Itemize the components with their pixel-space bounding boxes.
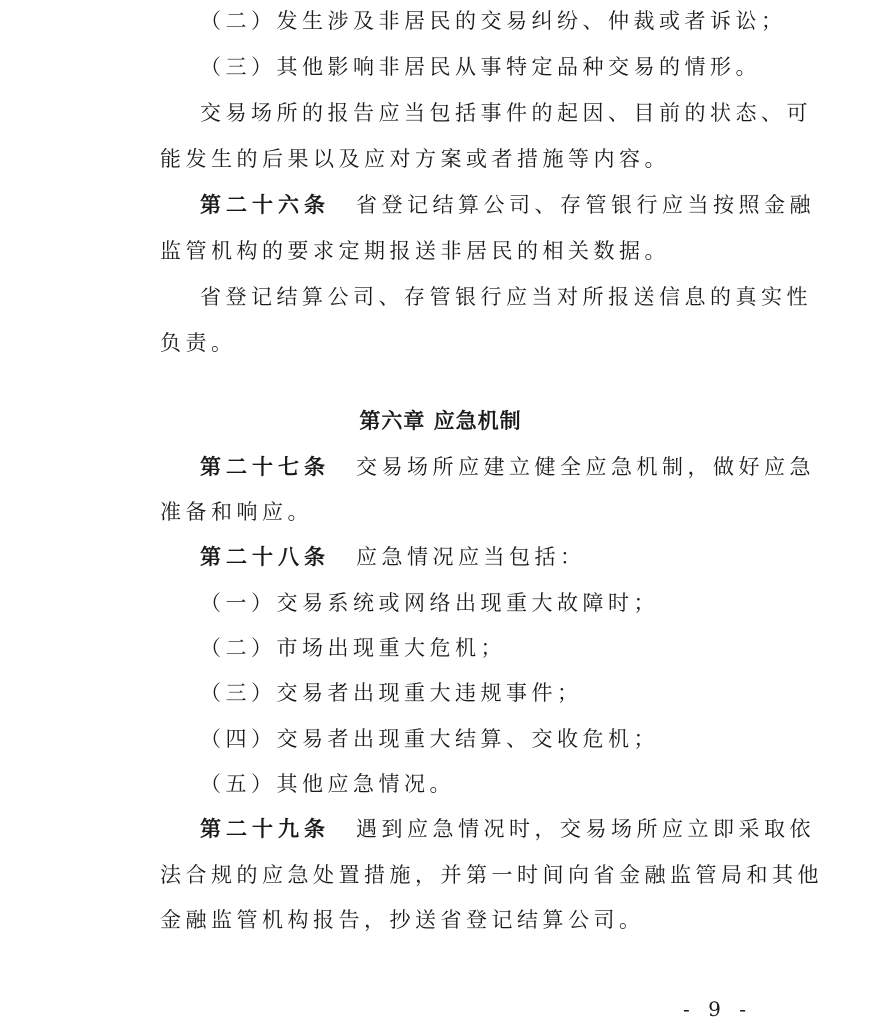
paragraph-text: 应急情况应当包括：: [356, 545, 586, 569]
paragraph-text: 准备和响应。: [160, 500, 313, 524]
paragraph-text: （二）发生涉及非居民的交易纠纷、仲裁或者诉讼；: [200, 9, 787, 33]
paragraph-text: 法合规的应急处置措施，并第一时间向省金融监管局和其他: [160, 863, 823, 887]
list-item-1: [200, 588, 659, 618]
paragraph-text: 能发生的后果以及应对方案或者措施等内容。: [160, 147, 670, 171]
paragraph-text: 交易场所应建立健全应急机制，做好应急: [356, 455, 815, 479]
paragraph-line: [160, 905, 645, 935]
list-item-3: [200, 678, 583, 708]
paragraph-line: [200, 282, 812, 312]
paragraph-text: （三）交易者出现重大违规事件；: [200, 681, 583, 705]
list-item-4: [200, 724, 659, 754]
paragraph-text: 遇到应急情况时，交易场所应立即采取依: [356, 817, 815, 841]
list-item-3: [200, 52, 761, 82]
paragraph-line: [160, 144, 670, 174]
paragraph-text: （二）市场出现重大危机；: [200, 636, 506, 660]
paragraph-line: [200, 98, 812, 128]
article-number: 第二十八条: [200, 545, 330, 569]
paragraph-text: （一）交易系统或网络出现重大故障时；: [200, 591, 659, 615]
list-item-2: [200, 6, 787, 36]
paragraph-text: （三）其他影响非居民从事特定品种交易的情形。: [200, 55, 761, 79]
article-29: [200, 814, 815, 844]
paragraph-text: 省登记结算公司、存管银行应当对所报送信息的真实性: [200, 285, 812, 309]
article-28: [200, 542, 586, 572]
chapter-title: 第六章 应急机制: [359, 409, 522, 433]
article-27: [200, 452, 815, 482]
paragraph-line: [160, 236, 670, 266]
article-26: [200, 190, 815, 220]
paragraph-line: [160, 328, 237, 358]
paragraph-line: [160, 860, 823, 890]
paragraph-line: [160, 497, 313, 527]
paragraph-text: 交易场所的报告应当包括事件的起因、目前的状态、可: [200, 101, 812, 125]
paragraph-text: （四）交易者出现重大结算、交收危机；: [200, 727, 659, 751]
article-number: 第二十六条: [200, 193, 330, 217]
paragraph-text: 省登记结算公司、存管银行应当按照金融: [356, 193, 815, 217]
paragraph-text: 监管机构的要求定期报送非居民的相关数据。: [160, 239, 670, 263]
paragraph-text: （五）其他应急情况。: [200, 772, 455, 796]
article-number: 第二十七条: [200, 455, 330, 479]
paragraph-text: 负责。: [160, 331, 237, 355]
article-number: 第二十九条: [200, 817, 330, 841]
page-number: - 9 -: [683, 997, 752, 1021]
list-item-2: [200, 633, 506, 663]
paragraph-text: 金融监管机构报告，抄送省登记结算公司。: [160, 908, 645, 932]
list-item-5: [200, 769, 455, 799]
